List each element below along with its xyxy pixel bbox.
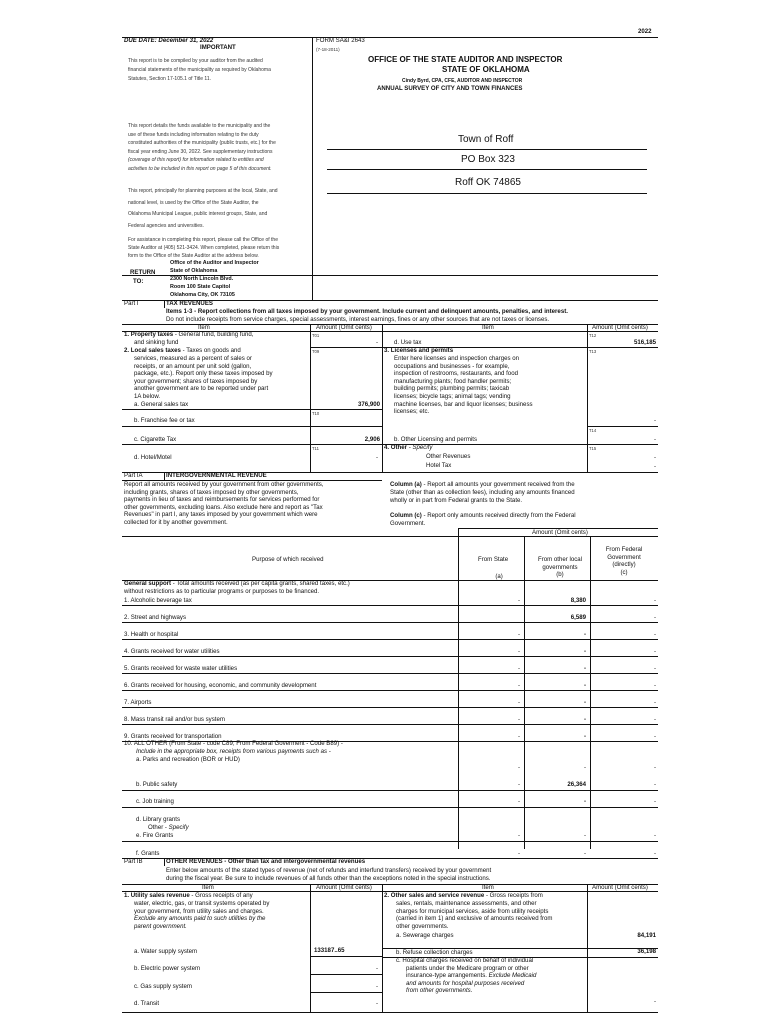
other-licensing-value: - xyxy=(653,436,656,443)
licenses-permits: 3. Licenses and permits xyxy=(384,347,454,354)
ig-row-local: 8,380 xyxy=(570,597,586,604)
hotel-motel-value: - xyxy=(375,454,378,461)
part-1-instructions: Items 1-3 - Report collections from all taxes imposed by your government. Include current and delinquent amounts, penalties, and interest. xyxy=(166,308,568,315)
hospital-charges: c. Hospital charges received on behalf of individual patients under the Medicare program or other insurance-type arrangements. Exclude Medicaid and amounts for hospital purposes received from other governments. xyxy=(396,957,537,995)
code-t11: T11 xyxy=(312,446,319,451)
column-a-note: Column (a) - Report all amounts your government received from the xyxy=(390,481,575,488)
part-1a-label: Part IA xyxy=(124,472,143,479)
ig-row-label: 6. Grants received for housing, economic, and community development xyxy=(124,682,317,689)
parks-c: - xyxy=(653,764,656,771)
ig-row-federal: - xyxy=(653,699,656,706)
code-t15: T15 xyxy=(589,446,597,451)
form-number: FORM SA&I 2643 xyxy=(316,37,365,44)
ig-row-federal: - xyxy=(653,733,656,740)
ig-row-federal: - xyxy=(653,614,656,621)
col-item-right: Item xyxy=(482,324,494,331)
ig-row-local: - xyxy=(583,716,586,723)
city-state-zip: Roff OK 74865 xyxy=(455,177,521,188)
ig-row-federal: - xyxy=(653,597,656,604)
local-sales-desc: services, measured as a percent of sales or receipts, or an amount per unit sold (gallon, package, etc.). Report only these taxes imposed by your government; shares of taxes imposed by another government are to be reported under part 1A below. xyxy=(134,355,273,400)
hotel-tax-value: - xyxy=(653,463,656,470)
ig-row-local: - xyxy=(583,682,586,689)
gas-supply: c. Gas supply system xyxy=(134,983,192,990)
ig-row-federal: - xyxy=(653,648,656,655)
due-date: DUE DATE: December 31, 2022 xyxy=(124,37,214,44)
ig-row-label: 3. Health or hospital xyxy=(124,631,179,638)
row-divider xyxy=(122,807,658,808)
ib-col-item-right: Item xyxy=(482,884,494,891)
survey-form xyxy=(122,28,658,1018)
code-t12: T12 xyxy=(589,333,597,338)
other-specify: Other - Specify xyxy=(148,824,189,831)
col-amount-right: Amount (Omit cents) xyxy=(592,324,648,331)
row-divider xyxy=(122,605,658,606)
column-c-note-cont: Government. xyxy=(390,520,426,527)
office-title: OFFICE OF THE STATE AUDITOR AND INSPECTOR xyxy=(368,55,563,64)
ig-row-state: - xyxy=(517,631,520,638)
property-taxes-cont: and sinking fund xyxy=(134,339,179,346)
ig-row-label: 5. Grants received for waste water utilities xyxy=(124,665,238,672)
ig-row2-label: c. Job training xyxy=(136,798,174,805)
sewerage-value: 84,191 xyxy=(637,932,656,939)
important-heading: IMPORTANT xyxy=(200,44,236,51)
po-box: PO Box 323 xyxy=(461,154,515,165)
library-a: - xyxy=(517,832,520,839)
part-1b-label: Part IB xyxy=(124,858,143,865)
form-date: (7-18-2011) xyxy=(316,47,340,52)
details-text: This report details the funds available to the municipality and the use of these funds including information relating to the duty constituted authorities of the municipality (public trusts, etc.) for the fiscal year ending June 30, 2022. See supplementary instructions (coverage of this report) for information related to entities and activities to be included in this report on page 5 of this document. xyxy=(128,123,276,172)
utility-desc: water, electric, gas, or transit systems operated by your government, from utility sales and charges. Exclude any amounts paid to such utilities by the parent government. xyxy=(134,900,270,930)
code-t14: T14 xyxy=(589,428,597,433)
ig-row-state: - xyxy=(517,733,520,740)
other-sales: 2. Other sales and service revenue - Gross receipts from xyxy=(384,892,543,899)
return-address: Office of the Auditor and Inspector State of Oklahoma 2300 North Lincoln Blvd. Room 100 State Capitol Oklahoma City, OK 73105 xyxy=(170,260,259,298)
part-1b-title: OTHER REVENUES - Other than tax and intergovernmental revenues xyxy=(166,858,366,865)
code-t10: T10 xyxy=(312,411,320,416)
row-divider xyxy=(122,690,658,691)
col-item: Item xyxy=(198,324,210,331)
grants-b: - xyxy=(583,850,586,857)
intro-text: This report is to be compiled by your auditor from the audited financial statements of the municipality as required by Oklahoma Statutes, Section 17-105.1 of Title 11. xyxy=(128,58,271,82)
other-taxes: 4. Other - Specify xyxy=(384,444,433,451)
ig-row2-federal: - xyxy=(653,781,656,788)
row-divider xyxy=(122,790,658,791)
ig-row-state: - xyxy=(517,648,520,655)
cigarette-tax: c. Cigarette Tax xyxy=(134,436,177,443)
column-c-note: Column (c) - Report only amounts received directly from the Federal xyxy=(390,512,576,519)
transit: d. Transit xyxy=(134,1000,160,1007)
ig-row-local: - xyxy=(583,699,586,706)
ig-row-local: - xyxy=(583,733,586,740)
general-sales-tax: a. General sales tax xyxy=(134,401,189,408)
licenses-desc: Enter here licenses and inspection charges on occupations and businesses - for example, inspection of restrooms, restaurants, and food manufacturing plants; food handler permits; building permits; plumbing permits; taxicab licenses; bicycle tags; animal tags; vending machine licenses, bar and liquor licenses; business licenses; etc. xyxy=(394,355,533,416)
part-1-title: TAX REVENUES xyxy=(166,300,213,307)
ig-row-label: 8. Mass transit rail and/or bus system xyxy=(124,716,225,723)
code-t01: T01 xyxy=(312,333,320,338)
utility-sales: 1. Utility sales revenue - Gross receipts of any xyxy=(124,892,253,899)
col-from-state: From State (a) xyxy=(478,556,509,580)
part-1-label: Part I xyxy=(124,300,139,307)
form-year: 2022 xyxy=(638,28,652,35)
ig-row-state: - xyxy=(517,716,520,723)
general-support-cont: without restrictions as to particular programs or purposes to be financed. xyxy=(124,588,320,595)
other-revenues: Other Revenues xyxy=(426,453,471,460)
ig-row-local: - xyxy=(583,631,586,638)
ig-row-label: 9. Grants received for transportation xyxy=(124,733,222,740)
ib-col-amount-right: Amount (Omit cents) xyxy=(592,884,648,891)
ig-row-label: 7. Airports xyxy=(124,699,152,706)
property-taxes: 1. Property taxes - General fund, building fund, xyxy=(124,331,254,338)
use-tax-value: 516,185 xyxy=(633,339,656,346)
parks-recreation: a. Parks and recreation (BOR or HUD) xyxy=(136,756,240,763)
assist-text: For assistance in completing this report, please call the Office of the State Auditor at (405) 521-3424. When completed, please return this form to the Office of the State Auditor at the address below. xyxy=(128,237,280,259)
ig-row2-federal: - xyxy=(653,798,656,805)
property-taxes-value: - xyxy=(375,339,378,346)
ib-col-item: Item xyxy=(202,884,214,891)
ib-col-amount: Amount (Omit cents) xyxy=(316,884,372,891)
survey-title: ANNUAL SURVEY OF CITY AND TOWN FINANCES xyxy=(377,85,523,92)
row-divider xyxy=(122,656,658,657)
row-divider xyxy=(122,707,658,708)
ig-row-state: - xyxy=(517,682,520,689)
all-other-note: Include in the appropriate box, receipts from various payments such as - xyxy=(136,748,331,755)
ig-row2-local: - xyxy=(583,798,586,805)
ig-row2-local: 26,364 xyxy=(567,781,586,788)
refuse: b. Refuse collection charges xyxy=(396,949,473,956)
ig-row-local: - xyxy=(583,648,586,655)
ig-row-federal: - xyxy=(653,682,656,689)
col-amount: Amount (Omit cents) xyxy=(316,324,372,331)
ig-row-state: - xyxy=(517,597,520,604)
library-b: - xyxy=(583,832,586,839)
ig-row-local: - xyxy=(583,665,586,672)
water-supply-value: 133187..65 xyxy=(314,947,345,954)
gas-supply-value: - xyxy=(375,983,378,990)
refuse-value: 36,198 xyxy=(637,948,656,955)
auditor-name: Cindy Byrd, CPA, CFE, AUDITOR AND INSPECTOR xyxy=(402,78,523,84)
code-t13: T13 xyxy=(589,349,597,354)
grants-a: - xyxy=(517,850,520,857)
all-other: 10. ALL OTHER (From State - code C89; From Federal Goverment - Code B89) - xyxy=(124,740,343,747)
library-c: - xyxy=(653,832,656,839)
ig-row2-state: - xyxy=(517,781,520,788)
ig-row-state: - xyxy=(517,665,520,672)
purpose-text: This report, principally for planning purposes at the local, State, and national level, is used by the Office of the State Auditor, the Oklahoma Municipal League, public interest groups, State, and Federal agencies and universities. xyxy=(128,188,278,229)
office-state: STATE OF OKLAHOMA xyxy=(442,65,530,74)
town-name: Town of Roff xyxy=(458,134,514,145)
purpose-header: Purpose of which received xyxy=(252,556,324,563)
grants-c: - xyxy=(653,850,656,857)
local-sales-taxes: 2. Local sales taxes - Taxes on goods and xyxy=(124,347,241,354)
general-sales-tax-value: 376,900 xyxy=(357,401,380,408)
ig-row-federal: - xyxy=(653,665,656,672)
general-support: General support - Total amounts received (as per capita grants, shared taxes, etc.) xyxy=(124,580,350,587)
other-revenues-value: - xyxy=(653,454,656,461)
licenses-value: - xyxy=(653,417,656,424)
hotel-motel-tax: d. Hotel/Motel xyxy=(134,454,172,461)
ig-row2-state: - xyxy=(517,798,520,805)
part-1b-instructions-2: during the fiscal year. Be sure to include revenues of all funds other than the exceptions noted in the special instructions. xyxy=(166,875,491,882)
other-licensing: b. Other Licensing and permits xyxy=(394,436,477,443)
parks-a: - xyxy=(517,764,520,771)
fire-grants: e. Fire Grants xyxy=(136,832,174,839)
water-supply: a. Water supply system xyxy=(134,948,198,955)
amount-header: Amount (Omit cents) xyxy=(532,529,588,536)
ig-row-state: - xyxy=(517,699,520,706)
col-federal: From Federal Government (directly) (c) xyxy=(605,546,643,576)
col-other-local: From other local governments (b) xyxy=(537,556,583,579)
row-divider xyxy=(122,622,658,623)
hotel-tax: Hotel Tax xyxy=(426,462,452,469)
column-a-note-cont: State (other than as collection fees), including any amounts financed wholly or in part from Federal grants to the State. xyxy=(390,489,575,504)
grants: f. Grants xyxy=(136,850,160,857)
part-1a-instructions: Report all amounts received by your government from other governments, including grants, shares of taxes imposed by other governments, payments in lieu of taxes and reimbursements for services performed for other governments, excluding loans. Also exclude here and report as "Tax Revenues" in part I, any taxes imposed by your government which were collected for it by another government. xyxy=(124,481,324,526)
ig-row-local: 6,589 xyxy=(570,614,586,621)
use-tax: d. Use tax xyxy=(394,339,422,346)
transit-value: - xyxy=(375,1000,378,1007)
other-sales-desc: sales, rentals, maintenance assessments, and other charges for municipal services, aside from utility receipts (carried in item 1) and exclusive of amounts received from other governments. xyxy=(396,900,553,930)
ig-row-label: 4. Grants received for water utilities xyxy=(124,648,220,655)
electric-power-value: - xyxy=(375,965,378,972)
ig-row-federal: - xyxy=(653,631,656,638)
return-label: RETURN TO: xyxy=(130,269,156,285)
part-1a-title: INTERGOVERNMENTAL REVENUE xyxy=(166,472,267,479)
part-1-instructions-2: Do not include receipts from service charges, special assessments, interest earnings, fines or any other sources that are not taxes or licenses. xyxy=(166,316,550,323)
code-t09: T09 xyxy=(312,349,320,354)
ig-row2-label: b. Public safety xyxy=(136,781,178,788)
cigarette-tax-value: 2,906 xyxy=(364,436,380,443)
ig-row-federal: - xyxy=(653,716,656,723)
franchise-fee: b. Franchise fee or tax xyxy=(134,417,195,424)
library-grants: d. Library grants xyxy=(136,816,181,823)
ig-row-label: 2. Street and highways xyxy=(124,614,186,621)
sewerage: a. Sewerage charges xyxy=(396,932,454,939)
row-divider xyxy=(122,639,658,640)
row-divider xyxy=(122,724,658,725)
electric-power: b. Electric power system xyxy=(134,965,201,972)
ig-row-label: 1. Alcoholic beverage tax xyxy=(124,597,192,604)
hospital-value: - xyxy=(653,998,656,1005)
part-1b-instructions: Enter below amounts of the stated types of revenue (net of refunds and interfund transfers) received by your government xyxy=(166,867,492,874)
parks-b: - xyxy=(583,764,586,771)
row-divider xyxy=(122,673,658,674)
